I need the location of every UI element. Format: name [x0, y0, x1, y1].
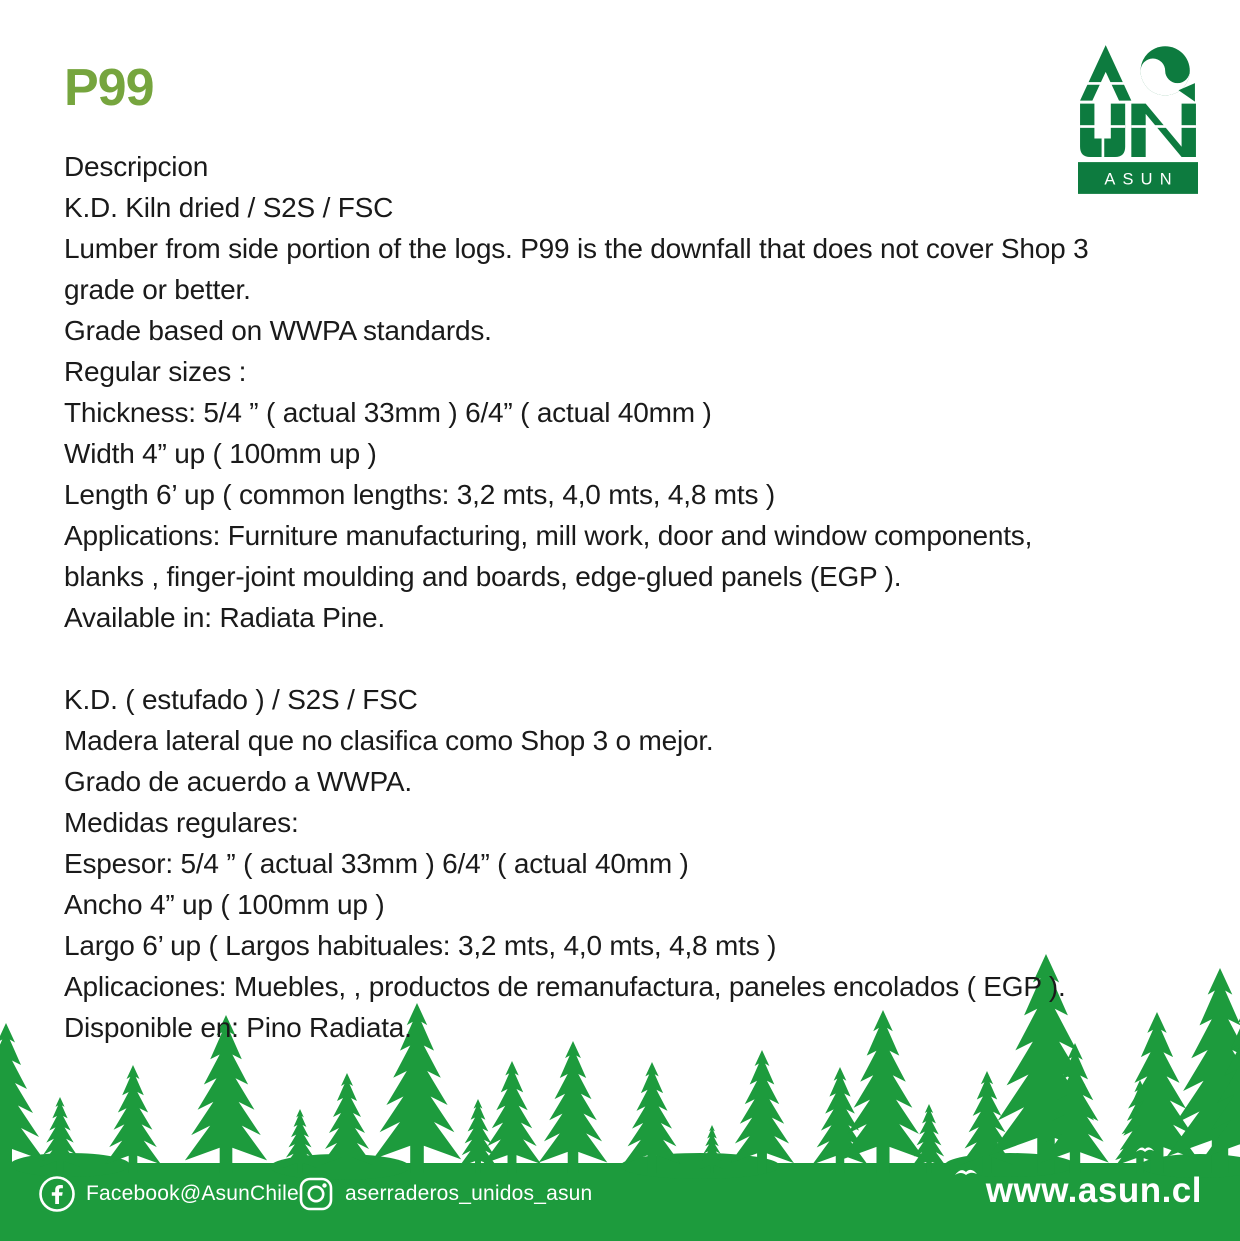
facebook-link[interactable]: Facebook@AsunChile [86, 1182, 299, 1205]
description-es [64, 679, 1224, 1048]
text-line: grade or better. [64, 274, 251, 305]
facebook-icon[interactable] [38, 1175, 76, 1213]
text-line: Grade based on WWPA standards. [64, 315, 492, 346]
text-line: Medidas regulares: [64, 807, 299, 838]
text-line: Regular sizes : [64, 356, 247, 387]
page-title: P99 [64, 59, 154, 117]
text-line: Largo 6’ up ( Largos habituales: 3,2 mts, 4,0 mts, 4,8 mts ) [64, 930, 777, 961]
text-line: Madera lateral que no clasifica como Shop 3 o mejor. [64, 725, 714, 756]
text-line: Aplicaciones: Muebles, , productos de remanufactura, paneles encolados ( EGP ). [64, 971, 1066, 1002]
body-text [64, 146, 1224, 1048]
text-line: Thickness: 5/4 ” ( actual 33mm ) 6/4” ( actual 40mm ) [64, 397, 712, 428]
text-line: blanks , finger-joint moulding and boards, edge-glued panels (EGP ). [64, 561, 902, 592]
text-line: Lumber from side portion of the logs. P99 is the downfall that does not cover Shop 3 [64, 233, 1089, 264]
logo-caption: ASUN [1104, 170, 1179, 189]
text-line: Available in: Radiata Pine. [64, 602, 385, 633]
text-line: Disponible en: Pino Radiata. [64, 1012, 412, 1043]
text-line: K.D. ( estufado ) / S2S / FSC [64, 684, 418, 715]
text-line: Applications: Furniture manufacturing, mill work, door and window components, [64, 520, 1033, 551]
description-en [64, 146, 1224, 638]
text-line: Ancho 4” up ( 100mm up ) [64, 889, 385, 920]
text-line: Grado de acuerdo a WWPA. [64, 766, 412, 797]
text-line: Descripcion [64, 151, 209, 182]
text-line: Width 4” up ( 100mm up ) [64, 438, 377, 469]
instagram-icon[interactable] [297, 1175, 335, 1213]
website-link[interactable]: www.asun.cl [985, 1171, 1202, 1210]
footer [0, 1161, 1240, 1241]
text-line: Length 6’ up ( common lengths: 3,2 mts, 4,0 mts, 4,8 mts ) [64, 479, 776, 510]
text-line: K.D. Kiln dried / S2S / FSC [64, 192, 394, 223]
instagram-link[interactable]: aserraderos_unidos_asun [345, 1182, 593, 1205]
text-line: Espesor: 5/4 ” ( actual 33mm ) 6/4” ( actual 40mm ) [64, 848, 689, 879]
